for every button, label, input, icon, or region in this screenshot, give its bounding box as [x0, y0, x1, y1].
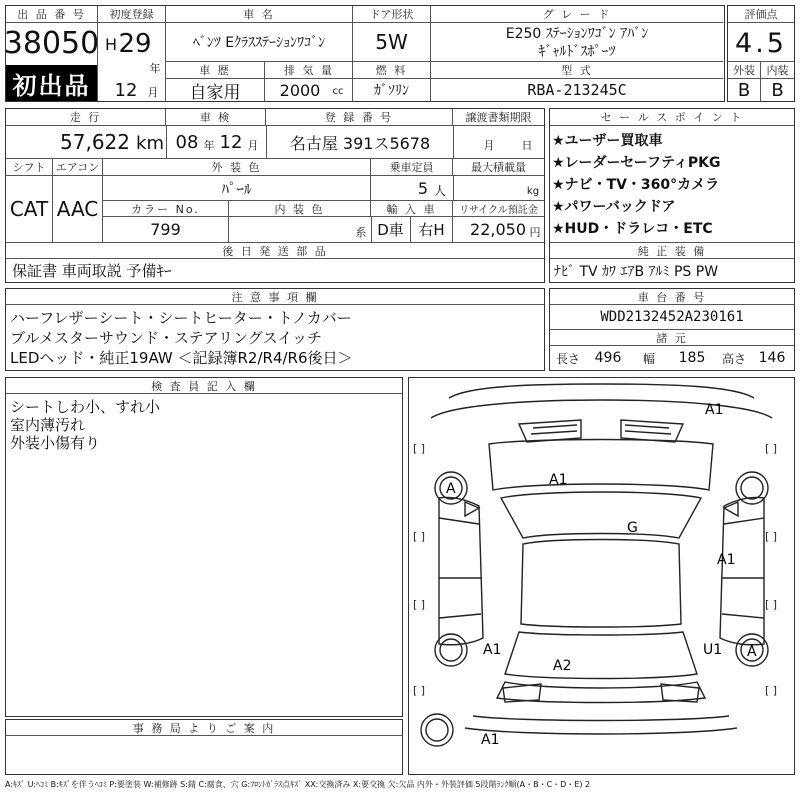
bracket-mark: [ ] — [765, 684, 778, 697]
ac: AAC — [53, 176, 103, 242]
sales-point-item: ★パワーバックドア — [552, 199, 676, 215]
notes-line: ハーフレザーシート・シートヒーター・トノカバー — [10, 309, 352, 327]
grade-line1: E250 ｽﾃｰｼｮﾝﾜｺﾞﾝ ｱﾊﾞﾝ — [505, 26, 649, 42]
drive: D車 — [371, 217, 411, 242]
ac-label: エアコン — [53, 159, 103, 176]
notes-line: ブルメスターサウンド・ステアリングスイッチ — [10, 329, 323, 347]
inspector-line: 室内薄汚れ — [10, 416, 86, 434]
width-label: 幅 — [642, 351, 655, 366]
displacement-label: 排 気 量 — [265, 62, 353, 79]
mark-left-front-tire: A — [446, 481, 456, 497]
color-no: 799 — [103, 217, 229, 242]
reg-year: 29 — [118, 29, 152, 59]
recycle: 22,050 — [470, 220, 526, 239]
height-label: 高さ — [721, 351, 746, 366]
mark-right-rear: U1 — [703, 642, 723, 658]
bracket-mark: [ ] — [413, 598, 426, 611]
car-diagram — [409, 378, 794, 774]
dims-label: 諸 元 — [550, 330, 794, 346]
model: RBA-213245C — [527, 81, 627, 99]
capacity-unit: 人 — [433, 183, 446, 198]
plate: 名古屋 391ス5678 — [289, 133, 431, 153]
height: 146 — [758, 350, 786, 366]
mark-rear-center: A2 — [553, 658, 572, 674]
inspection-month: 12 — [219, 131, 243, 153]
history-label: 車 歴 — [166, 62, 264, 79]
transfer-month-unit: 月 — [483, 139, 495, 152]
fuel-label: 燃 料 — [353, 62, 430, 79]
sales-point-item: ★ナビ・TV・360°カメラ — [552, 177, 720, 193]
mileage: 57,622 — [60, 130, 130, 154]
mark-roof: G — [627, 520, 638, 536]
lot-no-label: 出 品 番 号 — [6, 6, 97, 23]
sales-point-item: ★レーダーセーフティPKG — [552, 155, 721, 171]
transfer-label: 譲渡書類期限 — [453, 109, 544, 126]
equipment-value: ﾅﾋﾞ TV ｶﾜ ｴｱB ｱﾙﾐ PS PW — [554, 263, 719, 280]
exterior-label: 外装 — [728, 62, 761, 79]
mileage-unit: km — [136, 132, 164, 154]
inspection-year: 08 — [175, 131, 199, 153]
grade-line2: ｷﾞｬﾙﾄﾞｽﾎﾟｰﾂ — [538, 44, 616, 60]
car-name-label: 車 名 — [166, 6, 352, 23]
mark-spare: A1 — [481, 732, 500, 748]
notes-label: 注 意 事 項 欄 — [6, 289, 544, 305]
inspector-line: シートしわ小、すれ小 — [10, 398, 161, 416]
mark-right-side: A1 — [717, 552, 736, 568]
rating-label: 評価点 — [728, 6, 794, 23]
int-color-unit: 系 — [355, 226, 367, 239]
first-reg-label: 初度登録 — [98, 6, 165, 23]
ext-color-label: 外 装 色 — [103, 159, 371, 176]
steering: 右H — [411, 217, 453, 242]
door: 5W — [375, 30, 408, 54]
era: H — [104, 34, 118, 54]
mark-left-rear: A1 — [483, 642, 502, 658]
parts-value: 保証書 車両取説 予備ｷｰ — [12, 262, 172, 280]
office-label: 事 務 局 よ り ご 案 内 — [6, 720, 402, 736]
lot-no: 38050 — [3, 25, 100, 61]
sales-point-item: ★HUD・ドラレコ・ETC — [552, 221, 713, 237]
length: 496 — [594, 350, 622, 366]
bracket-mark: [ ] — [765, 442, 778, 455]
interior-grade: B — [771, 79, 784, 101]
int-color-label: 内 装 色 — [229, 201, 371, 217]
grade-label: グ レ ー ド — [431, 6, 723, 23]
ext-color: ﾊﾟｰﾙ — [103, 176, 371, 200]
notes-line: LEDヘッド・純正19AW ＜記録簿R2/R4/R6後日＞ — [10, 349, 353, 367]
recycle-unit: 円 — [529, 226, 541, 239]
width: 185 — [678, 350, 706, 366]
month-unit: 月 — [147, 86, 159, 99]
max-load-label: 最大積載量 — [453, 159, 544, 176]
mileage-label: 走 行 — [6, 109, 166, 126]
displacement-unit: cc — [332, 85, 344, 97]
chassis-value: WDD2132452A230161 — [600, 309, 744, 325]
sales-points-label: セ ー ル ス ポ イ ン ト — [550, 109, 794, 126]
length-label: 長さ — [555, 351, 580, 366]
max-load-unit: kg — [526, 185, 540, 197]
shift: CAT — [6, 176, 53, 242]
mark-top-right: A1 — [705, 402, 724, 418]
capacity-label: 乗車定員 — [371, 159, 453, 176]
interior-label: 内装 — [761, 62, 794, 79]
bracket-mark: [ ] — [413, 530, 426, 543]
recycle-label: リサイクル預託金 — [453, 201, 544, 217]
parts-label: 後 日 発 送 部 品 — [6, 243, 544, 259]
plate-label: 登 録 番 号 — [266, 109, 453, 126]
displacement: 2000 — [279, 80, 321, 100]
inspection-month-unit: 月 — [247, 139, 259, 152]
exterior-grade: B — [728, 79, 761, 101]
first-listing-badge: 初出品 — [6, 65, 97, 101]
car-name: ﾍﾞﾝﾂ Eｸﾗｽｽﾃｰｼｮﾝﾜｺﾞﾝ — [192, 35, 326, 51]
shift-label: シフト — [6, 159, 53, 176]
import-label: 輸 入 車 — [371, 201, 453, 217]
inspection-label: 車 検 — [166, 109, 266, 126]
bracket-mark: [ ] — [413, 442, 426, 455]
color-no-label: カラー No. — [103, 201, 229, 217]
bracket-mark: [ ] — [413, 684, 426, 697]
inspector-line: 外装小傷有り — [10, 434, 101, 452]
chassis-label: 車 台 番 号 — [550, 289, 794, 305]
year-unit: 年 — [149, 62, 161, 75]
reg-month: 12 — [114, 79, 138, 101]
sales-point-item: ★ユーザー買取車 — [552, 133, 663, 149]
fuel: ｶﾞｿﾘﾝ — [374, 83, 409, 99]
transfer-day-unit: 日 — [521, 139, 533, 152]
door-label: ドア形状 — [353, 6, 430, 23]
bracket-mark: [ ] — [765, 598, 778, 611]
model-label: 型 式 — [431, 62, 723, 79]
equipment-label: 純 正 装 備 — [550, 243, 794, 259]
bracket-mark: [ ] — [765, 530, 778, 543]
inspection-year-unit: 年 — [203, 139, 215, 152]
capacity: 5 — [417, 178, 428, 198]
rating: 4.5 — [735, 27, 787, 59]
mark-right-rear-tire: A — [747, 644, 757, 660]
history: 自家用 — [189, 82, 241, 103]
legend: A:ｷｽﾞ U:ﾍｺﾐ B:ｷｽﾞを伴うﾍｺﾐ P:要塗装 W:補修跡 S:錆 C:腐食、穴 G:ﾌﾛﾝﾄｶﾞﾗｽ点ｷｽﾞ XX:交換済み X:要交換 欠:欠品 内外・外装評価 5段階ﾗﾝｸ順(A・B・C・D・E) 2 — [5, 780, 591, 789]
mark-hood: A1 — [549, 472, 568, 488]
inspector-label: 検 査 員 記 入 欄 — [6, 378, 402, 394]
